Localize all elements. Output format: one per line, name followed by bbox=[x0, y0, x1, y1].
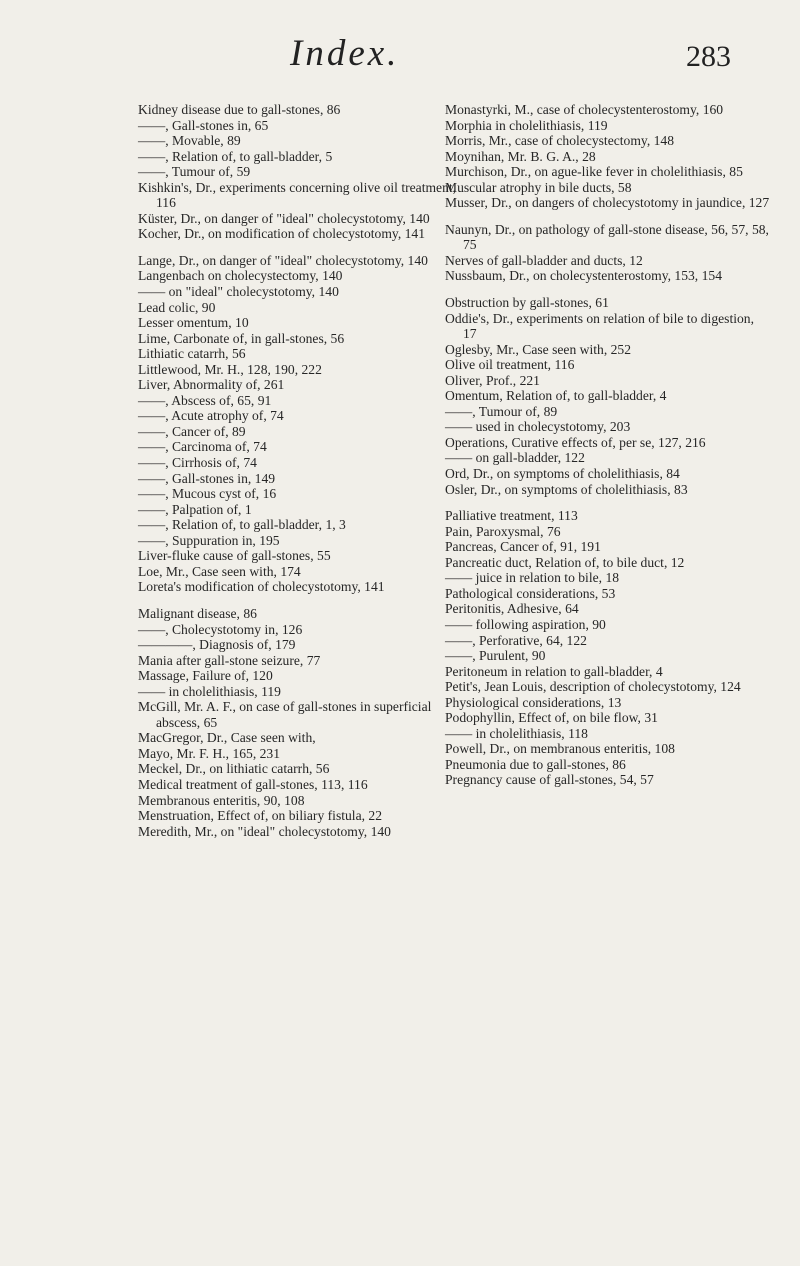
index-entry: Muscular atrophy in bile ducts, 58 bbox=[445, 179, 632, 195]
index-entry: Palliative treatment, 113 bbox=[445, 508, 578, 524]
index-entry: ——, Movable, 89 bbox=[138, 133, 241, 149]
index-entry: Pneumonia due to gall-stones, 86 bbox=[445, 756, 626, 772]
index-entry: Liver, Abnormality of, 261 bbox=[138, 377, 285, 393]
index-entry: Mayo, Mr. F. H., 165, 231 bbox=[138, 745, 281, 761]
index-entry: Monastyrki, M., case of cholecystenterostomy, 160 bbox=[445, 102, 724, 117]
index-entry: ————, Diagnosis of, 179 bbox=[138, 637, 296, 653]
index-entry: Murchison, Dr., on ague-like fever in cholelithiasis, 85 bbox=[445, 164, 743, 180]
index-entry: ——, Tumour of, 59 bbox=[138, 164, 251, 180]
index-entry: Küster, Dr., on danger of "ideal" cholecystotomy, 140 bbox=[138, 210, 430, 226]
index-entry: Physiological considerations, 13 bbox=[445, 694, 622, 710]
index-entry: Musser, Dr., on dangers of cholecystotomy in jaundice, 127 bbox=[445, 195, 770, 211]
index-entry: Kishkin's, Dr., experiments concerning olive oil treatment, 116 bbox=[138, 179, 457, 211]
index-entry: Obstruction by gall-stones, 61 bbox=[445, 295, 609, 311]
index-entry: ——, Cirrhosis of, 74 bbox=[138, 455, 257, 471]
index-entry: Ord, Dr., on symptoms of cholelithiasis, 84 bbox=[445, 466, 680, 482]
index-entry: Kocher, Dr., on modification of cholecystotomy, 141 bbox=[138, 226, 426, 242]
index-entry: ——, Abscess of, 65, 91 bbox=[138, 392, 272, 408]
index-entry: Omentum, Relation of, to gall-bladder, 4 bbox=[445, 388, 667, 404]
index-entry: McGill, Mr. A. F., on case of gall-stones in superficial abscess, 65 bbox=[138, 699, 432, 730]
index-entry: ——, Acute atrophy of, 74 bbox=[138, 408, 284, 424]
index-entry: Langenbach on cholecystectomy, 140 bbox=[138, 268, 343, 284]
index-entry: ——, Palpation of, 1 bbox=[138, 501, 252, 517]
index-entry: ——, Mucous cyst of, 16 bbox=[138, 486, 277, 502]
index-entry: Pancreatic duct, Relation of, to bile duct, 12 bbox=[445, 554, 685, 570]
index-entry: ——, Suppuration in, 195 bbox=[138, 532, 280, 548]
index-entry: Mania after gall-stone seizure, 77 bbox=[138, 652, 321, 668]
index-entry: Morris, Mr., case of cholecystectomy, 148 bbox=[445, 133, 675, 149]
index-entry: ——, Tumour of, 89 bbox=[445, 403, 558, 419]
index-entry: Operations, Curative effects of, per se, 127, 216 bbox=[445, 434, 706, 450]
index-column-right bbox=[445, 102, 770, 788]
index-entry: Pregnancy cause of gall-stones, 54, 57 bbox=[445, 772, 654, 788]
index-entry: —— used in cholecystotomy, 203 bbox=[445, 419, 631, 435]
index-entry: Lesser omentum, 10 bbox=[138, 315, 249, 331]
index-entry: Morphia in cholelithiasis, 119 bbox=[445, 117, 608, 133]
index-entry: Oglesby, Mr., Case seen with, 252 bbox=[445, 341, 632, 357]
index-entry: ——, Relation of, to gall-bladder, 1, 3 bbox=[138, 517, 346, 533]
index-entry: Nerves of gall-bladder and ducts, 12 bbox=[445, 252, 643, 268]
index-column-left bbox=[138, 102, 463, 839]
index-entry: ——, Gall-stones in, 65 bbox=[138, 117, 269, 133]
index-entry: Peritonitis, Adhesive, 64 bbox=[445, 601, 579, 617]
index-entry: MacGregor, Dr., Case seen with, bbox=[138, 730, 316, 746]
index-entry: ——, Gall-stones in, 149 bbox=[138, 470, 276, 486]
index-entry: Olive oil treatment, 116 bbox=[445, 357, 575, 373]
index-entry: Loe, Mr., Case seen with, 174 bbox=[138, 563, 301, 579]
index-entry: ——, Cholecystotomy in, 126 bbox=[138, 621, 303, 637]
index-entry: ——, Carcinoma of, 74 bbox=[138, 439, 267, 455]
index-entry: —— in cholelithiasis, 118 bbox=[445, 725, 588, 741]
index-entry: —— on gall-bladder, 122 bbox=[445, 450, 585, 466]
index-entry: Medical treatment of gall-stones, 113, 116 bbox=[138, 776, 368, 792]
index-entry: ——, Relation of, to gall-bladder, 5 bbox=[138, 148, 333, 164]
index-entry: Pain, Paroxysmal, 76 bbox=[445, 523, 561, 539]
index-entry: Nussbaum, Dr., on cholecystenterostomy, 153, 154 bbox=[445, 268, 722, 284]
index-entry: Membranous enteritis, 90, 108 bbox=[138, 792, 305, 808]
index-entry: Oddie's, Dr., experiments on relation of bile to digestion, 17 bbox=[445, 310, 755, 342]
index-entry: Podophyllin, Effect of, on bile flow, 31 bbox=[445, 710, 658, 726]
index-entry: Moynihan, Mr. B. G. A., 28 bbox=[445, 148, 596, 164]
index-entry: —— in cholelithiasis, 119 bbox=[138, 683, 281, 699]
index-entry: Naunyn, Dr., on pathology of gall-stone disease, 56, 57, 58, 75 bbox=[445, 221, 769, 253]
index-entry: Meckel, Dr., on lithiatic catarrh, 56 bbox=[138, 761, 330, 777]
index-entry: Lithiatic catarrh, 56 bbox=[138, 346, 246, 362]
index-entry: ——, Purulent, 90 bbox=[445, 648, 546, 664]
index-entry: Petit's, Jean Louis, description of cholecystotomy, 124 bbox=[445, 679, 741, 695]
index-entry: Liver-fluke cause of gall-stones, 55 bbox=[138, 548, 331, 564]
index-entry: ——, Cancer of, 89 bbox=[138, 423, 246, 439]
index-entry: Pathological considerations, 53 bbox=[445, 585, 616, 601]
index-entry: Pancreas, Cancer of, 91, 191 bbox=[445, 539, 601, 555]
index-entry: Lime, Carbonate of, in gall-stones, 56 bbox=[138, 330, 345, 346]
index-entry: Oliver, Prof., 221 bbox=[445, 372, 540, 388]
index-entry: Osler, Dr., on symptoms of cholelithiasis, 83 bbox=[445, 481, 688, 497]
index-entry: Kidney disease due to gall-stones, 86 bbox=[138, 102, 341, 117]
index-entry: Peritoneum in relation to gall-bladder, 4 bbox=[445, 663, 663, 679]
index-entry: —— following aspiration, 90 bbox=[445, 616, 606, 632]
index-entry: —— on "ideal" cholecystotomy, 140 bbox=[138, 284, 339, 300]
index-entry: Meredith, Mr., on "ideal" cholecystotomy, 140 bbox=[138, 823, 391, 839]
index-entry: Loreta's modification of cholecystotomy, 141 bbox=[138, 579, 385, 595]
index-entry: Littlewood, Mr. H., 128, 190, 222 bbox=[138, 361, 322, 377]
index-entry: Massage, Failure of, 120 bbox=[138, 668, 273, 684]
index-entry: Powell, Dr., on membranous enteritis, 108 bbox=[445, 741, 675, 757]
index-entry: —— juice in relation to bile, 18 bbox=[445, 570, 620, 586]
index-entry: Malignant disease, 86 bbox=[138, 605, 257, 621]
index-entry: Menstruation, Effect of, on biliary fistula, 22 bbox=[138, 808, 383, 824]
index-entry: Lange, Dr., on danger of "ideal" cholecystotomy, 140 bbox=[138, 252, 428, 268]
index-entry: Lead colic, 90 bbox=[138, 299, 216, 315]
running-title: Index. bbox=[290, 33, 400, 74]
index-entry: ——, Perforative, 64, 122 bbox=[445, 632, 587, 648]
page-number: 283 bbox=[686, 40, 731, 73]
page-header bbox=[0, 14, 800, 84]
